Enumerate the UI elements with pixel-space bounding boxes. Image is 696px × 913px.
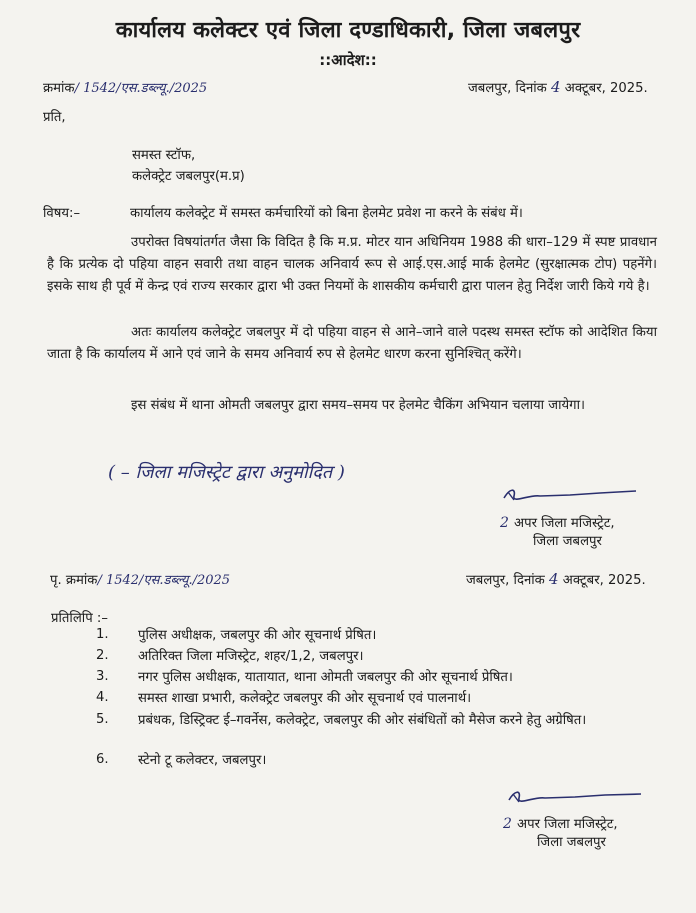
reference-number [43, 78, 207, 96]
date-day-handwritten: 4 [551, 78, 561, 96]
endorsement-date-prefix: जबलपुर, दिनांक [466, 573, 545, 588]
reference-prefix: क्रमांक [43, 81, 75, 96]
endorsement-ref-handwritten: / 1542/एस.डब्ल्यू./2025 [97, 573, 231, 588]
to-label: प्रति, [43, 110, 66, 125]
addressee-line2: कलेक्ट्रेट जबलपुर(म.प्र) [132, 169, 245, 184]
subject-label: विषय:– [43, 206, 81, 221]
signature-scribble-icon [500, 484, 640, 506]
endorsement-day-handwritten: 4 [549, 570, 559, 588]
signature2-mark: 2 [503, 816, 512, 832]
body-paragraph-2: अतः कार्यालय कलेक्ट्रेट जबलपुर में दो पहिया वाहन से आने–जाने वाले पदस्थ समस्त स्टॉफ को आदेशित किया जाता है कि कार्यालय में आने एवं जाने के समय अनिवार्य रुप से हेलमेट धारण करना सुनिश्चित् करेंगे। [47, 325, 657, 362]
addressee-line1: समस्त स्टॉफ, [132, 148, 196, 163]
reference-handwritten: / 1542/एस.डब्ल्यू./2025 [74, 81, 208, 96]
date-month-year: अक्टूबर, 2025. [564, 81, 648, 96]
endorsement-date [466, 570, 646, 588]
order-document: कार्यालय कलेक्टर एवं जिला दण्डाधिकारी, जिला जबलपुर ::आदेश:: क्रमांक/ 1542/एस.डब्ल्यू./2025 जबलपुर, दिनांक 4 अक्टूबर, 2025. प्रति, समस्त स्टॉफ, कलेक्ट्रेट जबलपुर(म.प्र) विषय:– कार्यालय कलेक्ट्रेट में समस्त कर्मचारियों को बिना हेलमेट प्रवेश ना करने के संबंध में। उपरोक्त विषयांतर्गत जैसा कि विदित है कि म.प्र. मोटर यान अधिनियम 1988 की धारा–129 में स्पष्ट प्रावधान है कि प्रत्येक दो पहिया वाहन सवारी तथा वाहन चालक अनिवार्य रूप से आई.एस.आई मार्क हेलमेट (सुरक्षात्मक टोप) पहनेंगे। इसके साथ ही पूर्व में केन्द्र एवं राज्य सरकार द्वारा भी उक्त नियमों के शासकीय कर्मचारी द्वारा पालन हेतु निर्देश जारी किये गये है। अतः कार्यालय कलेक्ट्रेट जबलपुर में दो पहिया वाहन से आने–जाने वाले पदस्थ समस्त स्टॉफ को आदेशित किया जाता है कि कार्यालय में आने एवं जाने के समय अनिवार्य रुप से हेलमेट धारण करना सुनिश्चित् करेंगे। इस संबंध में थाना ओमती जबलपुर द्वारा समय–समय पर हेलमेट चैकिंग अभियान चलाया जायेगा। ( – जिला मजिस्ट्रेट द्वारा अनुमोदित ) 2 अपर जिला मजिस्ट्रेट, जिला जबलपुर पृ. क्रमांक/ 1542/एस.डब्ल्यू./2025 जबलपुर, दिनांक 4 अक्टूबर, 2025. प्रतिलिपि :– 1. पुलिस अधीक्षक, जबलपुर की ओर सूचनार्थ प्रेषित। 2. अतिरिक्त जिला मजिस्ट्रेट, शहर/1,2, जबलपुर। 3. नगर पुलिस अधीक्षक, यातायात, थाना ओमती जबलपुर की ओर सूचनार्थ प्रेषित। 4. समस्त शाखा प्रभारी, कलेक्ट्रेट जबलपुर की ओर सूचनार्थ एवं पालनार्थ। 5. प्रबंधक, डिस्ट्रिक्ट ई–गवर्नेस, कलेक्ट्रेट, जबलपुर की ओर संबंधितों को मैसेज करने हेतु अग्रेषित। 6. स्टेनो टू कलेक्टर, जबलपुर। 2 अपर जिला मजिस्ट्रेट, जिला जबलपुर [0, 0, 696, 913]
date-prefix: जबलपुर, दिनांक [468, 81, 547, 96]
subject-text: कार्यालय कलेक्ट्रेट में समस्त कर्मचारियों को बिना हेलमेट प्रवेश ना करने के संबंध में। [130, 206, 523, 221]
order-date [468, 78, 648, 96]
endorsement-prefix: पृ. क्रमांक [50, 573, 98, 588]
body-paragraph-1: उपरोक्त विषयांतर्गत जैसा कि विदित है कि म.प्र. मोटर यान अधिनियम 1988 की धारा–129 में स्पष्ट प्रावधान है कि प्रत्येक दो पहिया वाहन सवारी तथा वाहन चालक अनिवार्य रूप से आई.एस.आई मार्क हेलमेट (सुरक्षात्मक टोप) पहनेंगे। इसके साथ ही पूर्व में केन्द्र एवं राज्य सरकार द्वारा भी उक्त नियमों के शासकीय कर्मचारी द्वारा पालन हेतु निर्देश जारी किये गये है। [47, 235, 657, 294]
endorsement-reference [50, 570, 230, 588]
office-title: कार्यालय कलेक्टर एवं जिला दण्डाधिकारी, जिला जबलपुर [115, 18, 581, 43]
signature2-block [503, 813, 618, 832]
order-heading: ::आदेश:: [319, 51, 377, 69]
signature-scribble-icon [505, 786, 645, 808]
endorsement-month-year: अक्टूबर, 2025. [562, 573, 646, 588]
copies-label: प्रतिलिपि :– [51, 611, 108, 626]
signature1-block [500, 512, 615, 531]
body-paragraph-3: इस संबंध में थाना ओमती जबलपुर द्वारा समय–समय पर हेलमेट चैकिंग अभियान चलाया जायेगा। [131, 398, 585, 413]
handwritten-approval-note: ( – जिला मजिस्ट्रेट द्वारा अनुमोदित ) [108, 462, 345, 483]
signature1-designation: अपर जिला मजिस्ट्रेट, [514, 516, 615, 531]
signature1-mark: 2 [500, 515, 509, 531]
signature2-designation: अपर जिला मजिस्ट्रेट, [517, 817, 618, 832]
signature1-district: जिला जबलपुर [533, 534, 602, 549]
signature2-district: जिला जबलपुर [537, 835, 606, 850]
